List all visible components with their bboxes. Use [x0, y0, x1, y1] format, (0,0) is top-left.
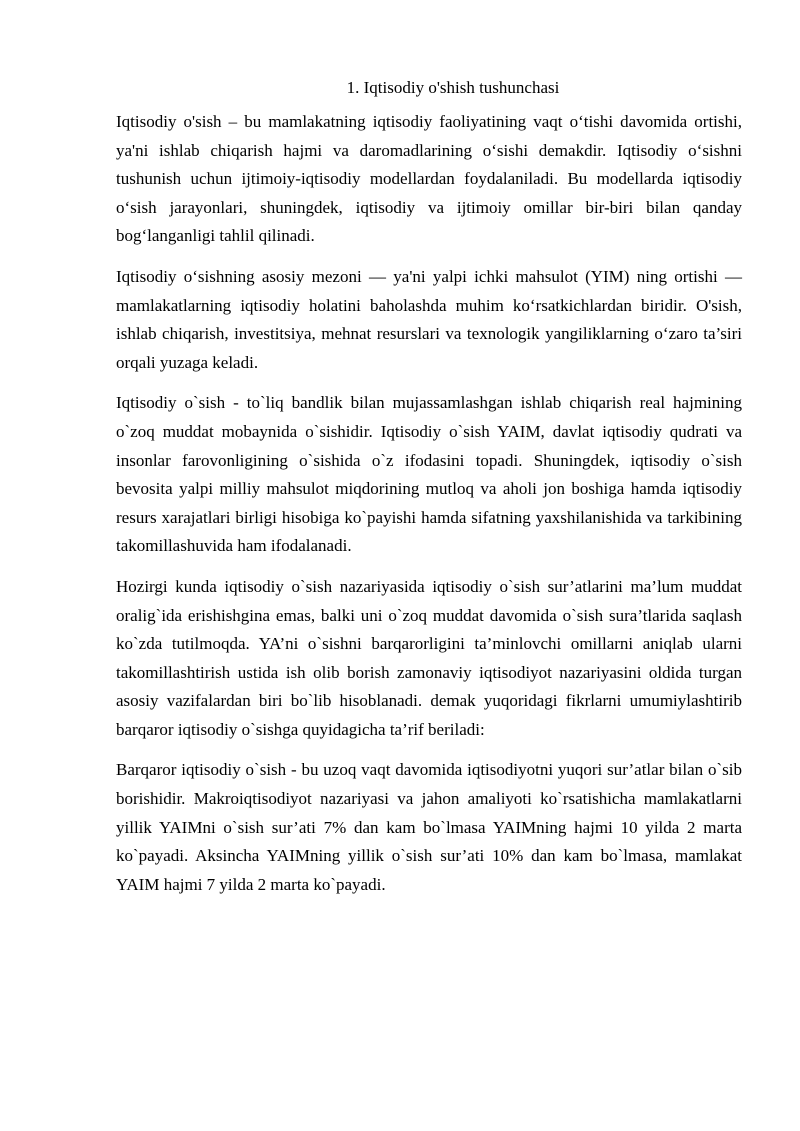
paragraph: Barqaror iqtisodiy o`sish - bu uzoq vaqt davomida iqtisodiyotni yuqori sur’atlar bilan o`sib borishidir. Makroiqtisodiyot nazariyasi va jahon amaliyoti ko`rsatishicha mamlakatlarni yillik YAIMni o`sish sur’ati 7% dan kam bo`lmasa YAIMning hajmi 10 yilda 2 marta ko`payadi. Aksincha YAIMning yillik o`sish sur’ati 10% dan kam bo`lmasa, mamlakat YAIM hajmi 7 yilda 2 marta ko`payadi.	[116, 760, 742, 894]
document-page	[116, 74, 742, 911]
paragraph: Iqtisodiy o‘sishning asosiy mezoni — ya'ni yalpi ichki mahsulot (YIM) ning ortishi — mamlakatlarning iqtisodiy holatini baholashda muhim ko‘rsatkichlardan biridir. O'sish, ishlab chiqarish, investitsiya, mehnat resurslari va texnologik yangiliklarning o‘zaro ta’siri orqali yuzaga keladi.	[116, 266, 742, 372]
paragraph: Hozirgi kunda iqtisodiy o`sish nazariyasida iqtisodiy o`sish sur’atlarini ma’lum muddat oralig`ida erishishgina emas, balki uni o`zoq muddat davomida o`sish sura’tlarida saqlash ko`zda tutilmoqda. YA’ni o`sishni barqarorligini ta’minlovchi omillarni aniqlab ularni takomillashtirish ustida ish olib borish zamonaviy iqtisodiyot nazariyasini oldida turgan asosiy vazifalardan biri bo`lib hisoblanadi. demak yuqoridagi fikrlarni umumiylashtirib barqaror iqtisodiy o`sishga quyidagicha ta’rif beriladi:	[116, 576, 742, 739]
section-heading: 1. Iqtisodiy o'shish tushunchasi	[346, 78, 560, 97]
paragraph: Iqtisodiy o'sish – bu mamlakatning iqtisodiy faoliyatining vaqt o‘tishi davomida ortishi, ya'ni ishlab chiqarish hajmi va daromadlarining o‘sishi demakdir. Iqtisodiy o‘sishni tushunish uchun ijtimoiy-iqtisodiy modellardan foydalaniladi. Bu modellarda iqtisodiy o‘sish jarayonlari, shuningdek, iqtisodiy va ijtimoiy omillar bir-biri bilan qanday bog‘langanligi tahlil qilinadi.	[116, 112, 742, 246]
paragraph: Iqtisodiy o`sish - to`liq bandlik bilan mujassamlashgan ishlab chiqarish real hajmining o`zoq muddat mobaynida o`sishidir. Iqtisodiy o`sish YAIM, davlat iqtisodiy qudrati va insonlar farovonligining o`sishida o`z ifodasini topadi. Shuningdek, iqtisodiy o`sish bevosita yalpi milliy mahsulot miqdorining mutloq va aholi jon boshiga hamda iqtisodiy resurs xarajatlari birligi hisobiga ko`payishi hamda sifatning yaxshilanishida va tarkibining takomillashuvida ham ifodalanadi.	[116, 393, 742, 556]
